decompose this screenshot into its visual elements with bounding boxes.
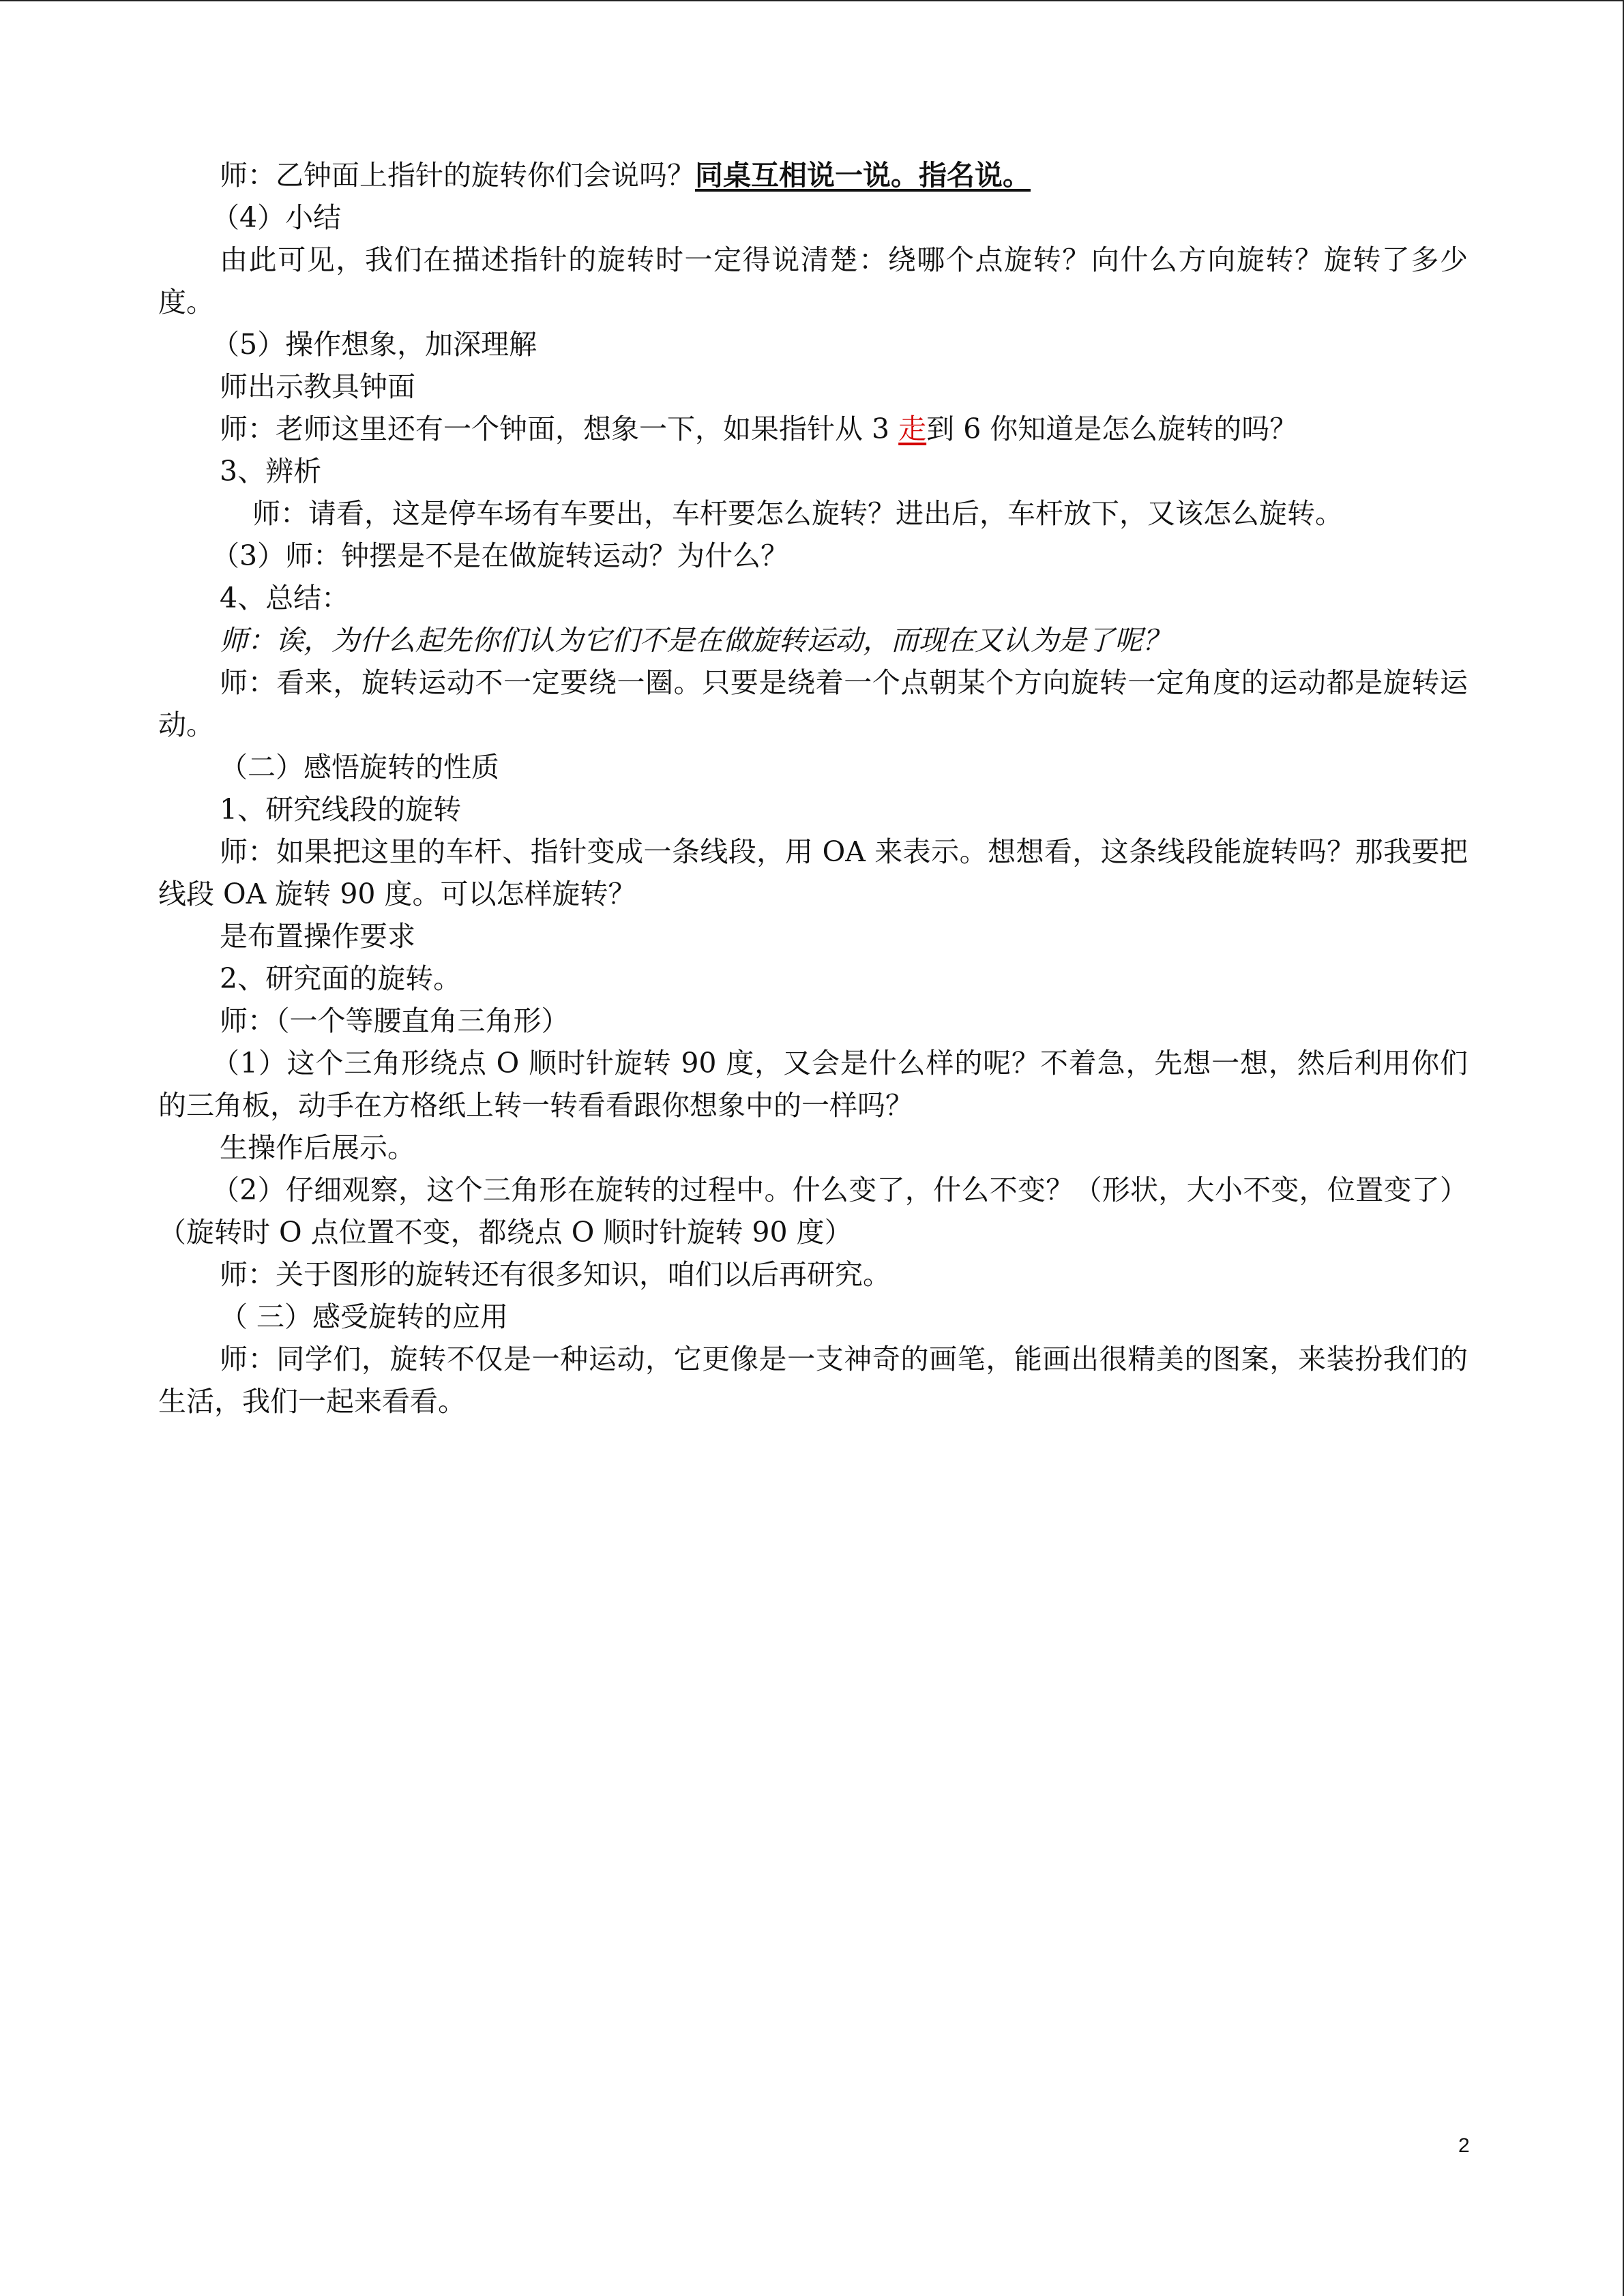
paragraph-pendulum: （3）师：钟摆是不是在做旋转运动？为什么？	[211, 539, 789, 572]
paragraph-teacher-clock-b	[158, 154, 1468, 196]
document-body	[158, 154, 1468, 1422]
heading-operation: （5）操作想象，加深理解	[211, 328, 537, 361]
emphasized-instruction: 同桌互相说一说。指名说。	[695, 159, 1031, 192]
heading-section-two: （二）感悟旋转的性质	[220, 751, 499, 784]
paragraph-show-clock: 师出示教具钟面	[220, 370, 415, 403]
highlighted-word: 走	[898, 413, 927, 445]
paragraph-observe: （2）仔细观察，这个三角形在旋转的过程中。什么变了，什么不变？（形状，大小不变，位置变了）（旋转时 O 点位置不变，都绕点 O 顺时针旋转 90 度）	[158, 1174, 1468, 1249]
paragraph-parking-gate: 师：请看，这是停车场有车要出，车杆要怎么旋转？进出后，车杆放下，又该怎么旋转。	[252, 497, 1343, 530]
paragraph-triangle: 师：（一个等腰直角三角形）	[220, 1004, 570, 1037]
heading-plane-rotation: 2、研究面的旋转。	[220, 962, 462, 995]
heading-conclusion: 4、总结：	[220, 582, 350, 614]
paragraph-summary: 由此可见，我们在描述指针的旋转时一定得说清楚：绕哪个点旋转？向什么方向旋转？旋转了多少度。	[158, 243, 1468, 318]
paragraph-more-knowledge: 师：关于图形的旋转还有很多知识，咱们以后再研究。	[220, 1258, 891, 1291]
paragraph-triangle-rotate: （1）这个三角形绕点 O 顺时针旋转 90 度，又会是什么样的呢？不着急，先想一想，然后利用你们的三角板，动手在方格纸上转一转看看跟你想象中的一样吗？	[158, 1047, 1468, 1122]
paragraph-text: 师：乙钟面上指针的旋转你们会说吗？	[220, 159, 695, 192]
heading-summary: （4）小结	[211, 201, 342, 234]
paragraph-line-oa: 师：如果把这里的车杆、指针变成一条线段，用 OA 来表示。想想看，这条线段能旋转吗？那我要把线段 OA 旋转 90 度。可以怎样旋转？	[158, 835, 1468, 910]
paragraph-text: 师：老师这里还有一个钟面，想象一下，如果指针从 3	[220, 413, 899, 445]
heading-line-rotation: 1、研究线段的旋转	[220, 793, 462, 826]
heading-section-three: （ 三）感受旋转的应用	[220, 1300, 509, 1333]
paragraph-text: 到 6 你知道是怎么旋转的吗？	[926, 413, 1298, 445]
paragraph-teacher-clock	[158, 408, 1468, 450]
page-number: 2	[1458, 2134, 1470, 2157]
paragraph-student-show: 生操作后展示。	[220, 1131, 415, 1164]
paragraph-application: 师：同学们，旋转不仅是一种运动，它更像是一支神奇的画笔，能画出很精美的图案，来装扮我们的生活，我们一起来看看。	[158, 1343, 1468, 1418]
paragraph-operation-requirement: 是布置操作要求	[220, 920, 415, 953]
paragraph-teacher-question: 师：诶，为什么起先你们认为它们不是在做旋转运动，而现在又认为是了呢？	[220, 624, 1170, 657]
paragraph-rotation-definition: 师：看来，旋转运动不一定要绕一圈。只要是绕着一个点朝某个方向旋转一定角度的运动都是旋转运动。	[158, 666, 1468, 741]
heading-analysis: 3、辨析	[220, 455, 322, 488]
